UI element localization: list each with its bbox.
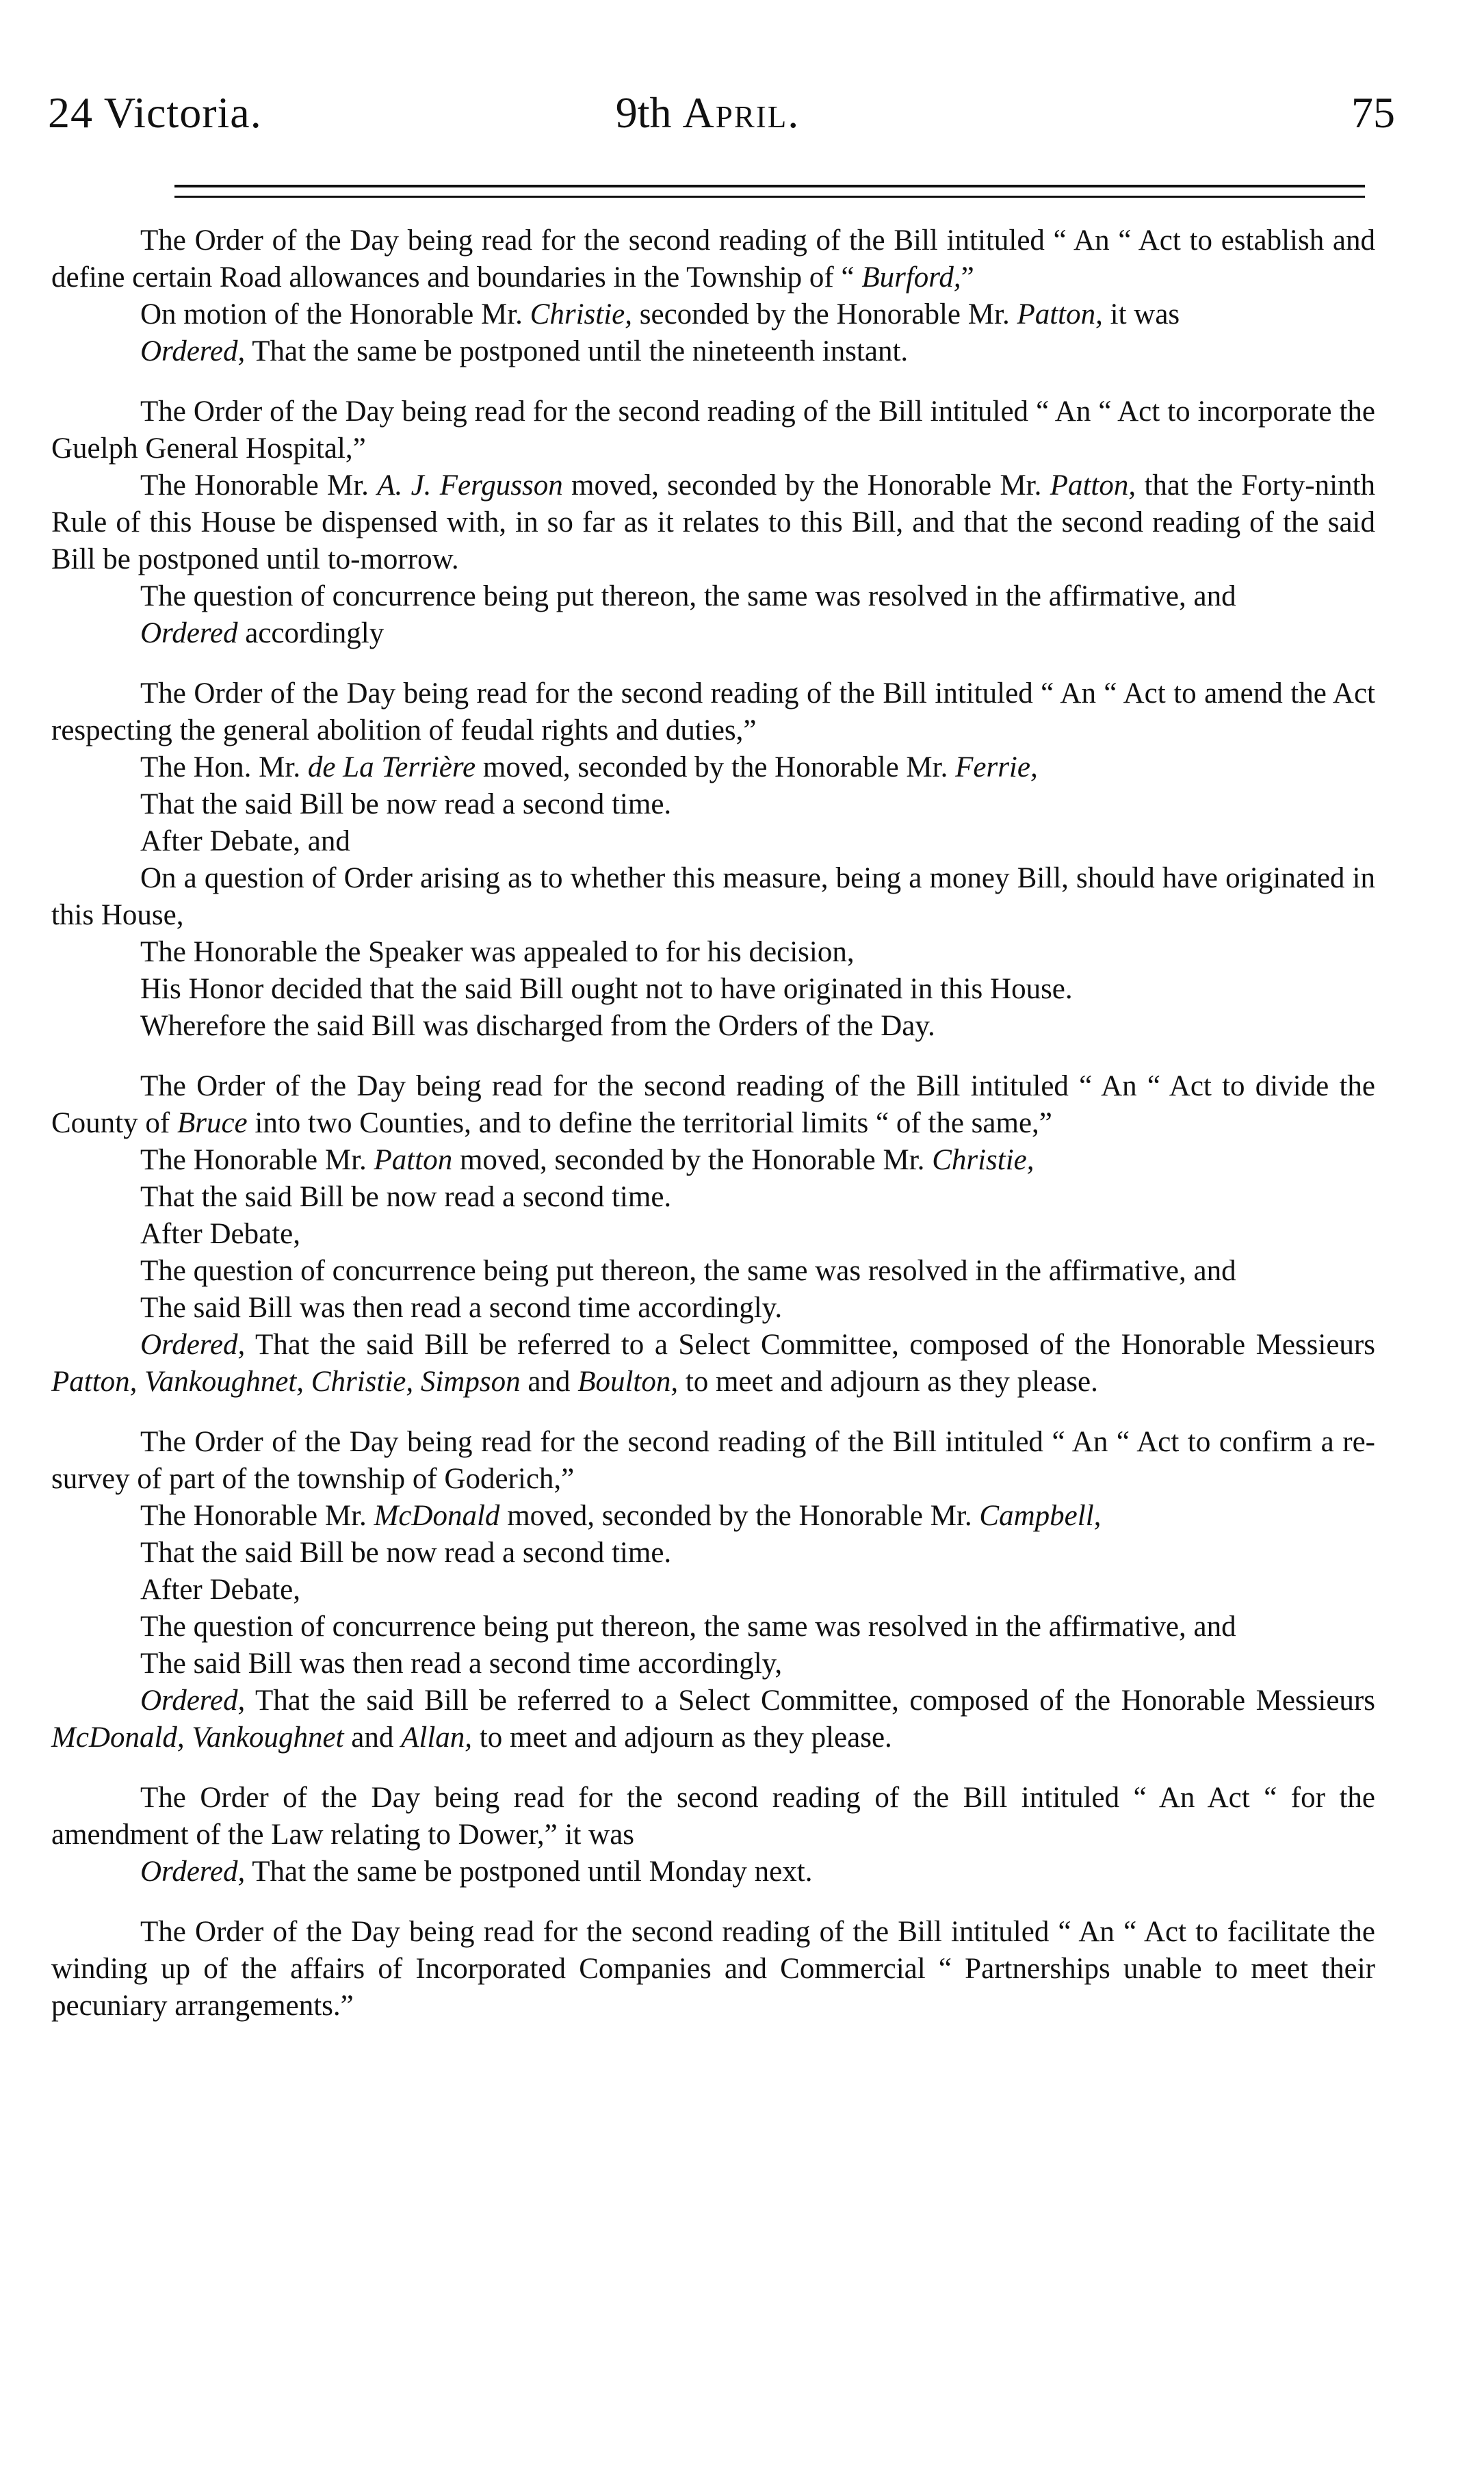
entry-paragraph <box>51 971 1375 1008</box>
entry-paragraph <box>51 1682 1375 1756</box>
italic-name-text: Ordered, <box>140 1856 246 1888</box>
journal-entry <box>51 1068 1375 1401</box>
entry-paragraph <box>51 393 1375 467</box>
italic-name-text: Bruce <box>177 1107 248 1139</box>
italic-name-text: McDonald <box>374 1500 500 1532</box>
entry-paragraph <box>51 1253 1375 1290</box>
paragraph-text: and <box>520 1366 578 1398</box>
paragraph-text: That the same be postponed until the nineteenth instant. <box>245 335 909 367</box>
entry-paragraph <box>51 1572 1375 1609</box>
italic-name-text: de La Terrière <box>307 751 476 783</box>
paragraph-text: That the said Bill be now read a second time. <box>140 1181 672 1213</box>
paragraph-text: That the said Bill be now read a second time. <box>140 1537 672 1569</box>
entry-paragraph <box>51 1068 1375 1142</box>
paragraph-text: and <box>343 1721 402 1754</box>
entry-paragraph <box>51 675 1375 749</box>
paragraph-text: The Order of the Day being read for the second reading of the Bill intituled “ An “ Act to divide the County of <box>51 1070 1375 1139</box>
header-month: April. <box>682 88 800 137</box>
entry-paragraph <box>51 1142 1375 1179</box>
entry-paragraph <box>51 1609 1375 1646</box>
italic-name-text: Patton, <box>1050 469 1136 502</box>
paragraph-text: The Hon. Mr. <box>140 751 308 783</box>
paragraph-text: After Debate, <box>140 1574 300 1606</box>
paragraph-text: The Order of the Day being read for the second reading of the Bill intituled “ An “ Act to incorporate the Guelph General Hospital,” <box>51 395 1375 465</box>
entry-paragraph <box>51 860 1375 934</box>
entry-paragraph <box>51 786 1375 823</box>
paragraph-text: The Order of the Day being read for the second reading of the Bill intituled “ An “ Act to establish and define certain Road allowances and boundaries in the Township of “ <box>51 224 1375 294</box>
italic-name-text: Christie, <box>932 1144 1034 1176</box>
entry-paragraph <box>51 615 1375 652</box>
paragraph-text: The said Bill was then read a second time accordingly, <box>140 1648 783 1680</box>
entry-paragraph <box>51 1535 1375 1572</box>
italic-name-text: Christie, <box>530 298 632 330</box>
paragraph-text: to meet and adjourn as they please. <box>472 1721 892 1754</box>
paragraph-text: That the said Bill be now read a second time. <box>140 788 672 820</box>
paragraph-text: His Honor decided that the said Bill ought not to have originated in this House. <box>140 973 1073 1005</box>
italic-name-text: Boulton, <box>577 1366 679 1398</box>
italic-name-text: A. J. Fergusson <box>377 469 563 502</box>
paragraph-text: The Order of the Day being read for the second reading of the Bill intituled “ An “ Act to amend the Act respecting the general abolition of feudal rights and duties,” <box>51 677 1375 746</box>
paragraph-text: The Order of the Day being read for the second reading of the Bill intituled “ An Act “ for the amendment of the Law relating to Dower,” it was <box>51 1782 1375 1851</box>
paragraph-text: into two Counties, and to define the territorial limits “ of the same,” <box>247 1107 1052 1139</box>
entry-paragraph <box>51 1179 1375 1216</box>
entry-paragraph <box>51 749 1375 786</box>
journal-body <box>51 222 1375 2048</box>
paragraph-text: The Honorable Mr. <box>140 1500 374 1532</box>
paragraph-text: it was <box>1102 298 1180 330</box>
page-number: 75 <box>1351 88 1395 137</box>
italic-name-text: Ordered, <box>140 1329 246 1361</box>
entry-paragraph <box>51 934 1375 971</box>
italic-name-text: McDonald, Vankoughnet <box>51 1721 344 1754</box>
paragraph-text: The Order of the Day being read for the second reading of the Bill intituled “ An “ Act to confirm a re-survey of part of the township of Goderich,” <box>51 1426 1375 1495</box>
paragraph-text: The Honorable Mr. <box>140 469 378 502</box>
paragraph-text: On a question of Order arising as to whether this measure, being a money Bill, should have originated in this House, <box>51 862 1375 931</box>
italic-name-text: Burford, <box>861 261 961 294</box>
journal-entry <box>51 393 1375 652</box>
paragraph-text: The question of concurrence being put thereon, the same was resolved in the affirmative, and <box>140 1611 1236 1643</box>
paragraph-text: to meet and adjourn as they please. <box>678 1366 1098 1398</box>
paragraph-text: ” <box>961 261 974 294</box>
journal-entry <box>51 675 1375 1045</box>
entry-paragraph <box>51 1646 1375 1682</box>
entry-paragraph <box>51 333 1375 370</box>
entry-paragraph <box>51 1854 1375 1890</box>
paragraph-text: That the said Bill be referred to a Select Committee, composed of the Honorable Messieurs <box>245 1329 1375 1361</box>
entry-paragraph <box>51 222 1375 296</box>
header-regnal-year: 24 Victoria. <box>48 88 262 137</box>
italic-name-text: Allan, <box>401 1721 473 1754</box>
italic-name-text: Ordered, <box>140 1685 246 1717</box>
entry-paragraph <box>51 296 1375 333</box>
entry-paragraph <box>51 1780 1375 1854</box>
paragraph-text: seconded by the Honorable Mr. <box>632 298 1017 330</box>
paragraph-text: that the Forty-ninth Rule of this House be dispensed with, in so far as it relates to this Bill, and that the second reading of the said Bill be postponed until to-morrow. <box>51 469 1376 575</box>
entry-paragraph <box>51 578 1375 615</box>
running-header <box>41 82 1395 144</box>
entry-paragraph <box>51 1424 1375 1498</box>
paragraph-text: moved, seconded by the Honorable Mr. <box>499 1500 980 1532</box>
paragraph-text: The Order of the Day being read for the second reading of the Bill intituled “ An “ Act to facilitate the winding up of the affairs of Incorporated Companies and Commercial “ Partnerships unable to meet their pecuniary arrangements.” <box>51 1916 1375 2022</box>
header-day: 9th <box>615 88 672 137</box>
paragraph-text: moved, seconded by the Honorable Mr. <box>476 751 956 783</box>
paragraph-text: That the same be postponed until Monday next. <box>245 1856 813 1888</box>
journal-entry <box>51 1424 1375 1756</box>
italic-name-text: Ordered, <box>140 335 246 367</box>
paragraph-text: On motion of the Honorable Mr. <box>140 298 530 330</box>
header-rule-bottom <box>174 196 1365 198</box>
journal-entry <box>51 222 1375 370</box>
italic-name-text: Patton, <box>1017 298 1103 330</box>
paragraph-text: The question of concurrence being put thereon, the same was resolved in the affirmative, and <box>140 580 1236 612</box>
italic-name-text: Campbell, <box>979 1500 1102 1532</box>
journal-entry <box>51 1914 1375 2025</box>
journal-entry <box>51 1780 1375 1890</box>
entry-paragraph <box>51 1327 1375 1401</box>
entry-paragraph <box>51 1914 1375 2025</box>
paragraph-text: After Debate, <box>140 1218 300 1250</box>
entry-paragraph <box>51 467 1375 578</box>
entry-paragraph <box>51 823 1375 860</box>
entry-paragraph <box>51 1216 1375 1253</box>
paragraph-text: That the said Bill be referred to a Select Committee, composed of the Honorable Messieurs <box>245 1685 1375 1717</box>
entry-paragraph <box>51 1008 1375 1045</box>
paragraph-text: The said Bill was then read a second time accordingly. <box>140 1292 783 1324</box>
paragraph-text: Wherefore the said Bill was discharged from the Orders of the Day. <box>140 1010 935 1042</box>
italic-name-text: Ferrie, <box>955 751 1038 783</box>
entry-paragraph <box>51 1498 1375 1535</box>
header-rule-top <box>174 185 1365 187</box>
italic-name-text: Patton, Vankoughnet, Christie, Simpson <box>51 1366 521 1398</box>
italic-name-text: Patton <box>374 1144 453 1176</box>
paragraph-text: The Honorable the Speaker was appealed to for his decision, <box>140 936 855 968</box>
paragraph-text: moved, seconded by the Honorable Mr. <box>562 469 1050 502</box>
paragraph-text: After Debate, and <box>140 825 350 857</box>
header-date <box>41 82 1375 144</box>
paragraph-text: The Honorable Mr. <box>140 1144 374 1176</box>
paragraph-text: The question of concurrence being put thereon, the same was resolved in the affirmative, and <box>140 1255 1236 1287</box>
paragraph-text: accordingly <box>237 617 385 649</box>
entry-paragraph <box>51 1290 1375 1327</box>
paragraph-text: moved, seconded by the Honorable Mr. <box>452 1144 933 1176</box>
italic-name-text: Ordered <box>140 617 238 649</box>
